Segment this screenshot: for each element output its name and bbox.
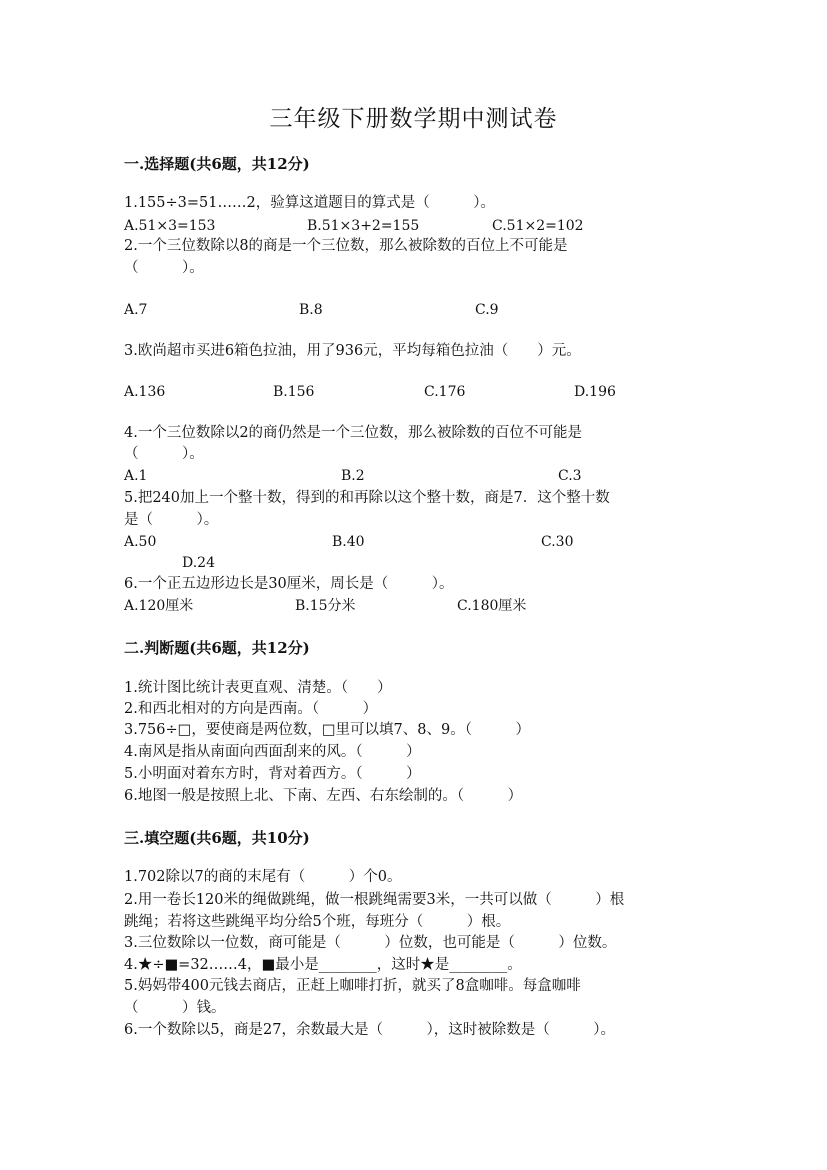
question-text: （ ）。 bbox=[124, 446, 204, 462]
option-b: B.15分米 bbox=[295, 598, 356, 614]
option-b: B.51×3+2=155 bbox=[307, 218, 420, 234]
option-b: B.2 bbox=[341, 468, 365, 484]
option-a: A.51×3=153 bbox=[124, 218, 216, 234]
fill-item: 4.★÷■=32……4，■最小是________，这时★是________。 bbox=[124, 957, 522, 973]
judge-item: 3.756÷□，要使商是两位数，□里可以填7、8、9。（ ） bbox=[124, 722, 530, 738]
option-a: A.1 bbox=[124, 468, 148, 484]
option-c: C.51×2=102 bbox=[492, 218, 584, 234]
option-a: A.50 bbox=[124, 534, 157, 550]
page-title: 三年级下册数学期中测试卷 bbox=[269, 106, 558, 132]
question-text: 是（ ）。 bbox=[124, 512, 219, 528]
judge-item: 4.南风是指从南面向西面刮来的风。（ ） bbox=[124, 744, 421, 760]
question-text: 3.欧尚超市买进6箱色拉油，用了936元，平均每箱色拉油（ ）元。 bbox=[124, 343, 581, 359]
option-c: C.9 bbox=[475, 302, 499, 318]
question-text: 2.一个三位数除以8的商是一个三位数，那么被除数的百位上不可能是 bbox=[124, 238, 568, 254]
option-c: C.3 bbox=[558, 468, 582, 484]
option-d: D.24 bbox=[182, 555, 215, 571]
question-text: 6.一个正五边形边长是30厘米，周长是（ ）。 bbox=[124, 576, 454, 592]
judge-item: 6.地图一般是按照上北、下南、左西、右东绘制的。（ ） bbox=[124, 788, 523, 804]
option-d: D.196 bbox=[574, 384, 616, 400]
option-c: C.180厘米 bbox=[457, 598, 527, 614]
question-text: 5.把240加上一个整十数，得到的和再除以这个整十数，商是7．这个整十数 bbox=[124, 490, 610, 506]
question-text: 1.155÷3=51……2，验算这道题目的算式是（ ）。 bbox=[124, 195, 495, 211]
option-a: A.136 bbox=[124, 384, 166, 400]
fill-item: 3.三位数除以一位数，商可能是（ ）位数，也可能是（ ）位数。 bbox=[124, 935, 617, 951]
fill-item: 1.702除以7的商的末尾有（ ）个0。 bbox=[124, 869, 402, 885]
judge-item: 1.统计图比统计表更直观、清楚。（ ） bbox=[124, 680, 392, 696]
fill-item: 跳绳；若将这些跳绳平均分给5个班，每班分（ ）根。 bbox=[124, 914, 511, 930]
question-text: （ ）。 bbox=[124, 260, 204, 276]
option-b: B.40 bbox=[332, 534, 365, 550]
option-b: B.156 bbox=[273, 384, 315, 400]
option-a: A.120厘米 bbox=[124, 598, 194, 614]
section-heading-choice: 一.选择题(共6题，共12分) bbox=[124, 155, 310, 173]
fill-item: 5.妈妈带400元钱去商店，正赶上咖啡打折，就买了8盒咖啡。每盒咖啡 bbox=[124, 978, 581, 994]
judge-item: 2.和西北相对的方向是西南。（ ） bbox=[124, 701, 378, 717]
option-c: C.30 bbox=[541, 534, 574, 550]
section-heading-fill: 三.填空题(共6题，共10分) bbox=[124, 829, 310, 847]
fill-item: 6.一个数除以5，商是27，余数最大是（ ），这时被除数是（ ）。 bbox=[124, 1022, 616, 1038]
option-c: C.176 bbox=[424, 384, 466, 400]
fill-item: （ ）钱。 bbox=[124, 1000, 226, 1016]
fill-item: 2.用一卷长120米的绳做跳绳，做一根跳绳需要3米，一共可以做（ ）根 bbox=[124, 892, 625, 908]
option-b: B.8 bbox=[299, 302, 323, 318]
question-text: 4.一个三位数除以2的商仍然是一个三位数，那么被除数的百位不可能是 bbox=[124, 425, 583, 441]
section-heading-judge: 二.判断题(共6题，共12分) bbox=[124, 639, 310, 657]
option-a: A.7 bbox=[124, 302, 148, 318]
judge-item: 5.小明面对着东方时，背对着西方。（ ） bbox=[124, 766, 421, 782]
